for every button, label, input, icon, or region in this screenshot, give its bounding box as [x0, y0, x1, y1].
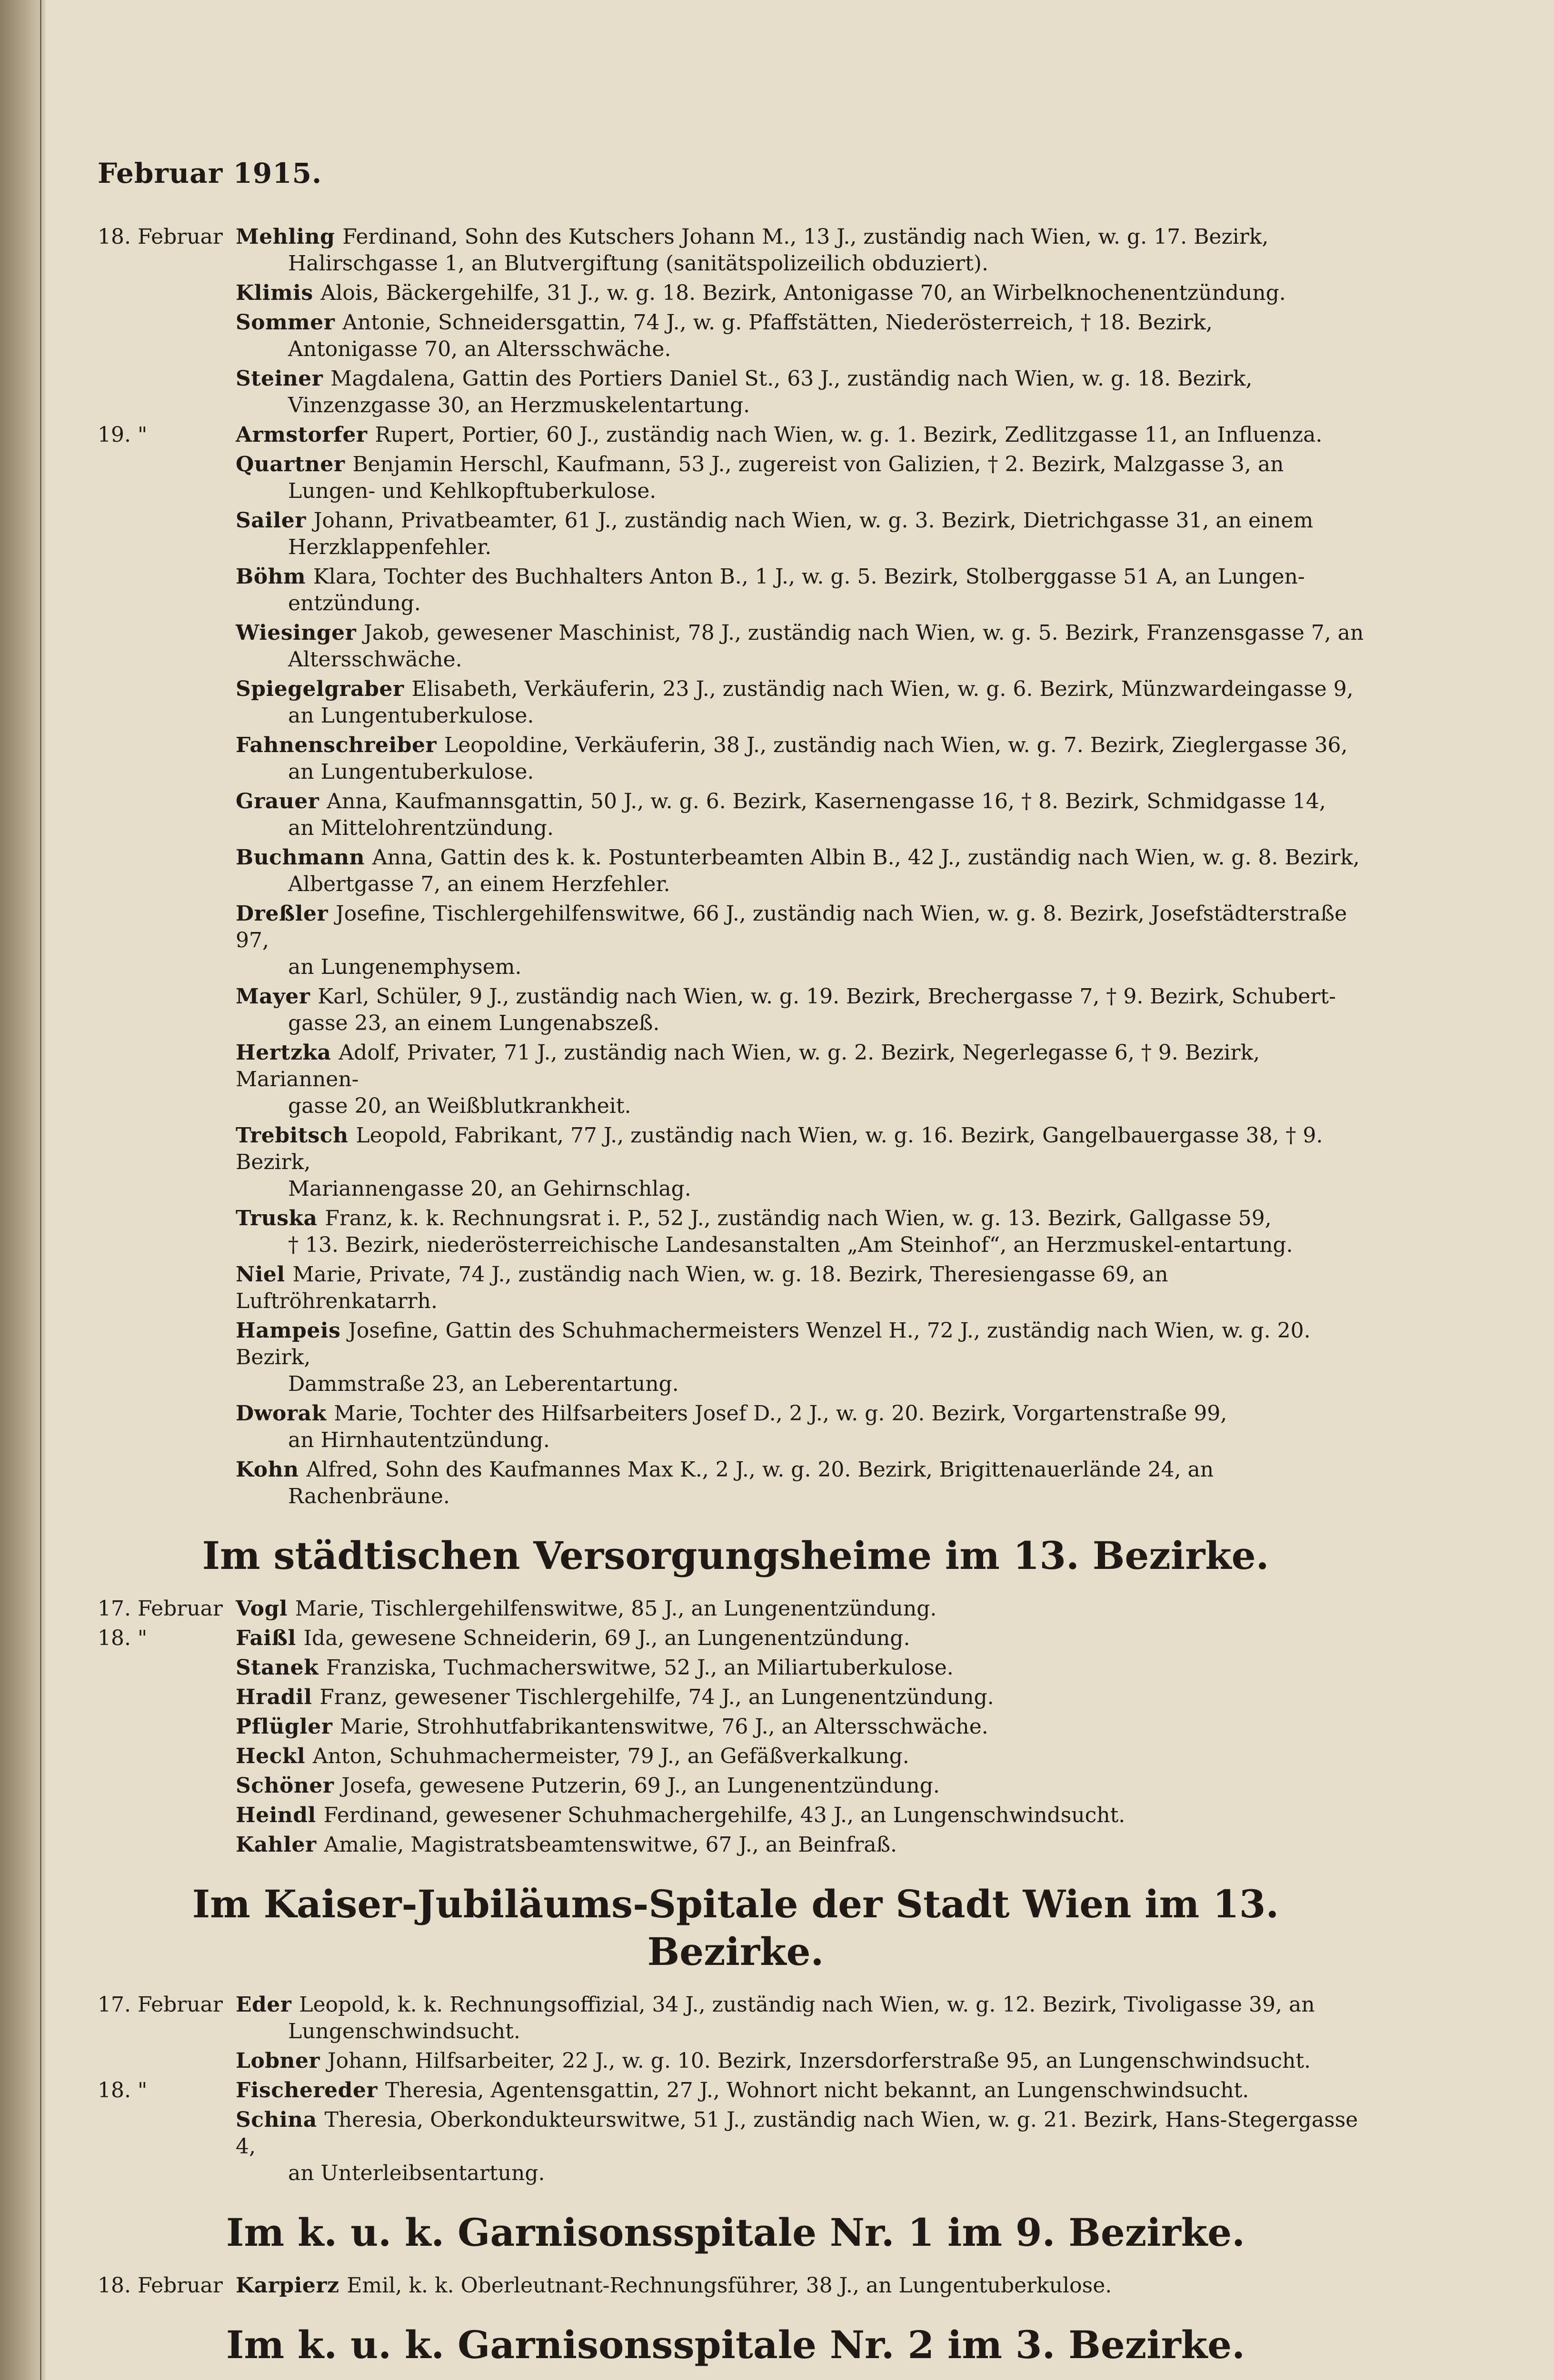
entry-body — [236, 451, 1374, 505]
entry-continuation: Mariannengasse 20, an Gehirnschlag. — [288, 1177, 691, 1201]
entry-body — [236, 1773, 1374, 1799]
entry-body — [236, 1992, 1374, 2045]
entry-text: Antonie, Schneidersgattin, 74 J., w. g. Pfaffstätten, Niederösterreich, † 18. Bezirk, — [342, 310, 1213, 335]
death-entry — [98, 1596, 1374, 1622]
entry-surname: Klimis — [236, 281, 321, 305]
entry-text: Amalie, Magistratsbeamtenswitwe, 67 J., an Beinfraß. — [324, 1833, 897, 1857]
entry-text: Johann, Privatbeamter, 61 J., zuständig nach Wien, w. g. 3. Bezirk, Dietrichgasse 31, an einem — [313, 508, 1314, 533]
entry-text: Ferdinand, Sohn des Kutschers Johann M., 13 J., zuständig nach Wien, w. g. 17. Bezirk, — [342, 225, 1269, 249]
entry-surname: Mehling — [236, 225, 343, 249]
entry-surname: Heckl — [236, 1744, 313, 1768]
entry-body — [236, 309, 1374, 363]
entry-date — [98, 1684, 236, 1711]
death-entry — [98, 676, 1374, 729]
entry-text: Leopold, k. k. Rechnungsoffizial, 34 J., zuständig nach Wien, w. g. 12. Bezirk, Tivoligasse 39, an — [299, 1993, 1315, 2017]
death-entry — [98, 1743, 1374, 1770]
entry-date — [98, 2107, 236, 2187]
hospital-section — [98, 2209, 1374, 2256]
entry-date — [98, 1400, 236, 1454]
entry-body — [236, 1802, 1374, 1829]
entry-continuation: Herzklappenfehler. — [288, 535, 492, 559]
entry-date — [98, 1040, 236, 1120]
death-entry — [98, 620, 1374, 673]
entry-surname: Vogl — [236, 1597, 295, 1621]
entry-surname: Kahler — [236, 1833, 324, 1857]
death-entry — [98, 451, 1374, 505]
entry-text: Josefine, Gattin des Schuhmachermeisters Wenzel H., 72 J., zuständig nach Wien, w. g. 20. Bezirk, — [236, 1319, 1311, 1369]
entry-text: Josefa, gewesene Putzerin, 69 J., an Lungenentzündung. — [341, 1774, 940, 1798]
entry-date: 18. Februar — [98, 2273, 223, 2298]
death-entry — [98, 224, 1374, 277]
entry-text: Jakob, gewesener Maschinist, 78 J., zuständig nach Wien, w. g. 5. Bezirk, Franzensgasse 7, an — [364, 621, 1364, 645]
death-entry — [98, 844, 1374, 898]
entry-date — [98, 280, 236, 307]
entry-date — [98, 451, 236, 505]
entry-date — [98, 507, 236, 561]
entry-surname: Karpierz — [236, 2273, 347, 2298]
entry-continuation: an Mittelohrentzündung. — [288, 816, 554, 840]
entry-text: Alfred, Sohn des Kaufmannes Max K., 2 J., w. g. 20. Bezirk, Brigittenauerlände 24, an — [306, 1458, 1214, 1482]
entry-body — [236, 983, 1374, 1037]
entry-date — [98, 1457, 236, 1510]
death-entry — [98, 422, 1374, 448]
entry-body — [236, 1714, 1374, 1740]
entry-text: Anna, Kaufmannsgattin, 50 J., w. g. 6. Bezirk, Kasernengasse 16, † 8. Bezirk, Schmidgasse 14, — [327, 789, 1326, 813]
entry-text: Ferdinand, gewesener Schuhmachergehilfe, 43 J., an Lungenschwindsucht. — [323, 1803, 1126, 1827]
death-entry — [98, 1261, 1374, 1315]
section-heading: Im k. u. k. Garnisonsspitale Nr. 2 im 3. Bezirke. — [226, 2322, 1245, 2367]
entry-continuation: an Unterleibsentartung. — [288, 2161, 545, 2185]
entry-surname: Dworak — [236, 1401, 334, 1426]
entry-body — [236, 1400, 1374, 1454]
entry-continuation: entzündung. — [288, 591, 421, 615]
content — [98, 224, 1374, 2380]
entry-date — [98, 1773, 236, 1799]
entry-text: Adolf, Privater, 71 J., zuständig nach Wien, w. g. 2. Bezirk, Negerlegasse 6, † 9. Bezirk, Mariannen- — [236, 1041, 1260, 1091]
entry-text: Franziska, Tuchmacherswitwe, 52 J., an Miliartuberkulose. — [326, 1656, 954, 1680]
entry-surname: Faißl — [236, 1626, 304, 1650]
entry-date — [98, 788, 236, 842]
entry-date: 18. Februar — [98, 225, 223, 249]
entry-body — [236, 422, 1374, 448]
entry-body — [236, 1832, 1374, 1858]
death-entry — [98, 1400, 1374, 1454]
entry-date — [98, 1205, 236, 1259]
entry-surname: Hradil — [236, 1685, 320, 1709]
death-entry — [98, 280, 1374, 307]
death-entry — [98, 2272, 1374, 2299]
entry-surname: Pflügler — [236, 1715, 340, 1739]
death-entry — [98, 1684, 1374, 1711]
death-entry — [98, 1122, 1374, 1202]
entry-date — [98, 844, 236, 898]
death-entry — [98, 1992, 1374, 2045]
entry-surname: Hampeis — [236, 1319, 349, 1343]
death-entry — [98, 788, 1374, 842]
entry-date — [98, 564, 236, 617]
entry-continuation: Lungen- und Kehlkopftuberkulose. — [288, 479, 657, 503]
entry-date — [98, 676, 236, 729]
entry-date — [98, 901, 236, 981]
death-entry — [98, 1802, 1374, 1829]
death-entry — [98, 1457, 1374, 1510]
entry-text: Franz, gewesener Tischlergehilfe, 74 J., an Lungenentzündung. — [319, 1685, 994, 1709]
entry-continuation: Vinzenzgasse 30, an Herzmuskelentartung. — [288, 393, 750, 417]
entry-date — [98, 1743, 236, 1770]
entry-body — [236, 1040, 1374, 1120]
entry-surname: Niel — [236, 1262, 293, 1287]
entry-date — [98, 1714, 236, 1740]
entry-continuation: an Lungentuberkulose. — [288, 760, 534, 784]
death-entry — [98, 2048, 1374, 2074]
running-head: Februar 1915. — [98, 157, 322, 189]
section-heading: Im städtischen Versorgungsheime im 13. Bezirke. — [202, 1533, 1269, 1578]
entry-body — [236, 1684, 1374, 1711]
entry-continuation: † 13. Bezirk, niederösterreichische Landesanstalten „Am Steinhof“, an Herzmuskel-entartung. — [288, 1233, 1293, 1257]
hospital-section — [98, 1532, 1374, 1579]
entry-body — [236, 1655, 1374, 1681]
death-entry — [98, 507, 1374, 561]
entry-surname: Buchmann — [236, 845, 372, 870]
entry-surname: Hertzka — [236, 1041, 339, 1065]
entry-surname: Steiner — [236, 367, 331, 391]
entry-continuation: Lungenschwindsucht. — [288, 2019, 520, 2043]
entry-text: Anton, Schuhmachermeister, 79 J., an Gefäßverkalkung. — [312, 1744, 909, 1768]
entry-continuation: Antonigasse 70, an Altersschwäche. — [288, 337, 671, 361]
death-entry — [98, 1205, 1374, 1259]
entry-body — [236, 620, 1374, 673]
entry-continuation: Altersschwäche. — [288, 647, 462, 672]
death-entry — [98, 1655, 1374, 1681]
entry-body — [236, 732, 1374, 785]
entry-date: 18. " — [98, 2078, 148, 2102]
entry-body — [236, 1596, 1374, 1622]
entry-text: Josefine, Tischlergehilfenswitwe, 66 J., zuständig nach Wien, w. g. 8. Bezirk, Josefstädterstraße 97, — [236, 902, 1347, 952]
death-entry — [98, 2107, 1374, 2187]
section-heading: Im Kaiser-Jubiläums-Spitale der Stadt Wien im 13. Bezirke. — [192, 1882, 1279, 1974]
entry-text: Marie, Private, 74 J., zuständig nach Wien, w. g. 18. Bezirk, Theresiengasse 69, an Luftröhrenkatarrh. — [236, 1262, 1168, 1313]
entry-text: Marie, Tochter des Hilfsarbeiters Josef D., 2 J., w. g. 20. Bezirk, Vorgartenstraße 99, — [334, 1401, 1227, 1426]
entry-body — [236, 2077, 1374, 2104]
entry-surname: Spiegelgraber — [236, 677, 412, 701]
entry-body — [236, 564, 1374, 617]
entry-date: 17. Februar — [98, 1993, 223, 2017]
entry-date — [98, 2048, 236, 2074]
entry-text: Alois, Bäckergehilfe, 31 J., w. g. 18. Bezirk, Antonigasse 70, an Wirbelknochenentzündung. — [320, 281, 1286, 305]
death-entry — [98, 1318, 1374, 1398]
entry-continuation: gasse 23, an einem Lungenabszeß. — [288, 1011, 660, 1035]
entry-body — [236, 1261, 1374, 1315]
entry-date — [98, 983, 236, 1037]
entry-text: Theresia, Oberkondukteurswitwe, 51 J., zuständig nach Wien, w. g. 21. Bezirk, Hans-Stegergasse 4, — [236, 2108, 1358, 2159]
entry-date — [98, 1655, 236, 1681]
entry-body — [236, 1318, 1374, 1398]
entry-surname: Böhm — [236, 565, 313, 589]
entry-body — [236, 676, 1374, 729]
entry-text: Leopoldine, Verkäuferin, 38 J., zuständig nach Wien, w. g. 7. Bezirk, Zieglergasse 36, — [444, 733, 1348, 757]
entry-continuation: gasse 20, an Weißblutkrankheit. — [288, 1094, 631, 1118]
entry-text: Franz, k. k. Rechnungsrat i. P., 52 J., zuständig nach Wien, w. g. 13. Bezirk, Gallgasse 59, — [325, 1206, 1272, 1230]
entry-text: Klara, Tochter des Buchhalters Anton B., 1 J., w. g. 5. Bezirk, Stolberggasse 51 A, an Lungen- — [313, 565, 1305, 589]
entry-date — [98, 1832, 236, 1858]
entry-continuation: an Lungentuberkulose. — [288, 704, 534, 728]
death-entry — [98, 1625, 1374, 1652]
entry-body — [236, 2272, 1374, 2299]
entry-surname: Lobner — [236, 2049, 328, 2073]
entry-surname: Sommer — [236, 310, 343, 335]
death-entry — [98, 1773, 1374, 1799]
entry-surname: Truska — [236, 1206, 325, 1230]
entry-text: Emil, k. k. Oberleutnant-Rechnungsführer, 38 J., an Lungentuberkulose. — [347, 2273, 1112, 2298]
entry-continuation: an Lungenemphysem. — [288, 955, 522, 979]
entry-date — [98, 366, 236, 419]
entry-date — [98, 1318, 236, 1398]
entry-body — [236, 2107, 1374, 2187]
entry-surname: Wiesinger — [236, 621, 364, 645]
entry-text: Karl, Schüler, 9 J., zuständig nach Wien, w. g. 19. Bezirk, Brechergasse 7, † 9. Bezirk, Schubert- — [318, 984, 1336, 1009]
entry-continuation: Albertgasse 7, an einem Herzfehler. — [288, 872, 670, 896]
entry-body — [236, 280, 1374, 307]
entry-surname: Quartner — [236, 452, 353, 476]
entry-body — [236, 1625, 1374, 1652]
death-entry — [98, 901, 1374, 981]
death-entry — [98, 564, 1374, 617]
hospital-section — [98, 1880, 1374, 1975]
entry-text: Johann, Hilfsarbeiter, 22 J., w. g. 10. Bezirk, Inzersdorferstraße 95, an Lungenschwindsucht. — [328, 2049, 1311, 2073]
entry-text: Marie, Strohhutfabrikantenswitwe, 76 J., an Altersschwäche. — [340, 1715, 988, 1739]
entry-surname: Fahnenschreiber — [236, 733, 445, 757]
entry-surname: Mayer — [236, 984, 318, 1009]
entry-surname: Dreßler — [236, 902, 336, 926]
binding-edge — [0, 0, 45, 2380]
entry-body — [236, 844, 1374, 898]
section-heading: Im k. u. k. Garnisonsspitale Nr. 1 im 9. Bezirke. — [226, 2210, 1245, 2255]
entry-surname: Sailer — [236, 508, 314, 533]
entry-continuation: Rachenbräune. — [288, 1484, 450, 1508]
death-entry — [98, 983, 1374, 1037]
entry-text: Marie, Tischlergehilfenswitwe, 85 J., an Lungenentzündung. — [295, 1597, 937, 1621]
entry-text: Ida, gewesene Schneiderin, 69 J., an Lungenentzündung. — [303, 1626, 910, 1650]
entry-date: 18. " — [98, 1626, 148, 1650]
entry-surname: Heindl — [236, 1803, 324, 1827]
hospital-section — [98, 2321, 1374, 2369]
death-entry — [98, 732, 1374, 785]
death-entry — [98, 309, 1374, 363]
entry-surname: Schina — [236, 2108, 325, 2132]
entry-body — [236, 901, 1374, 981]
entry-date — [98, 309, 236, 363]
entry-text: Elisabeth, Verkäuferin, 23 J., zuständig nach Wien, w. g. 6. Bezirk, Münzwardeingasse 9, — [411, 677, 1354, 701]
entry-body — [236, 788, 1374, 842]
entry-continuation: Dammstraße 23, an Leberentartung. — [288, 1372, 679, 1396]
entry-surname: Kohn — [236, 1458, 307, 1482]
entry-text: Benjamin Herschl, Kaufmann, 53 J., zugereist von Galizien, † 2. Bezirk, Malzgasse 3, an — [352, 452, 1284, 476]
entry-text: Anna, Gattin des k. k. Postunterbeamten Albin B., 42 J., zuständig nach Wien, w. g. 8. Bezirk, — [372, 845, 1360, 870]
entry-surname: Armstorfer — [236, 423, 375, 447]
entry-surname: Grauer — [236, 789, 327, 813]
entry-continuation: an Hirnhautentzündung. — [288, 1428, 550, 1452]
entry-text: Magdalena, Gattin des Portiers Daniel St., 63 J., zuständig nach Wien, w. g. 18. Bezirk, — [330, 367, 1253, 391]
entry-body — [236, 224, 1374, 277]
entry-surname: Schöner — [236, 1774, 342, 1798]
entry-body — [236, 1457, 1374, 1510]
entry-date — [98, 620, 236, 673]
entry-body — [236, 366, 1374, 419]
entry-date — [98, 1261, 236, 1315]
entry-surname: Eder — [236, 1993, 299, 2017]
entry-body — [236, 1743, 1374, 1770]
entry-text: Theresia, Agentensgattin, 27 J., Wohnort nicht bekannt, an Lungenschwindsucht. — [385, 2078, 1249, 2102]
death-entry — [98, 1714, 1374, 1740]
entry-surname: Stanek — [236, 1656, 326, 1680]
death-entry — [98, 2077, 1374, 2104]
entry-surname: Trebitsch — [236, 1123, 356, 1148]
entry-body — [236, 1205, 1374, 1259]
entry-date — [98, 1122, 236, 1202]
death-entry — [98, 1832, 1374, 1858]
entry-text: Leopold, Fabrikant, 77 J., zuständig nach Wien, w. g. 16. Bezirk, Gangelbauergasse 38, † 9. Bezirk, — [236, 1123, 1323, 1174]
entry-date: 17. Februar — [98, 1597, 223, 1621]
entry-body — [236, 2048, 1374, 2074]
death-entry — [98, 366, 1374, 419]
entry-body — [236, 1122, 1374, 1202]
entry-date: 19. " — [98, 423, 148, 447]
entry-body — [236, 507, 1374, 561]
entry-continuation: Halirschgasse 1, an Blutvergiftung (sanitätspolizeilich obduziert). — [288, 251, 988, 276]
entry-text: Rupert, Portier, 60 J., zuständig nach Wien, w. g. 1. Bezirk, Zedlitzgasse 11, an Influenza. — [375, 423, 1323, 447]
death-entry — [98, 1040, 1374, 1120]
entry-date — [98, 732, 236, 785]
entry-date — [98, 1802, 236, 1829]
entry-surname: Fischereder — [236, 2078, 385, 2102]
